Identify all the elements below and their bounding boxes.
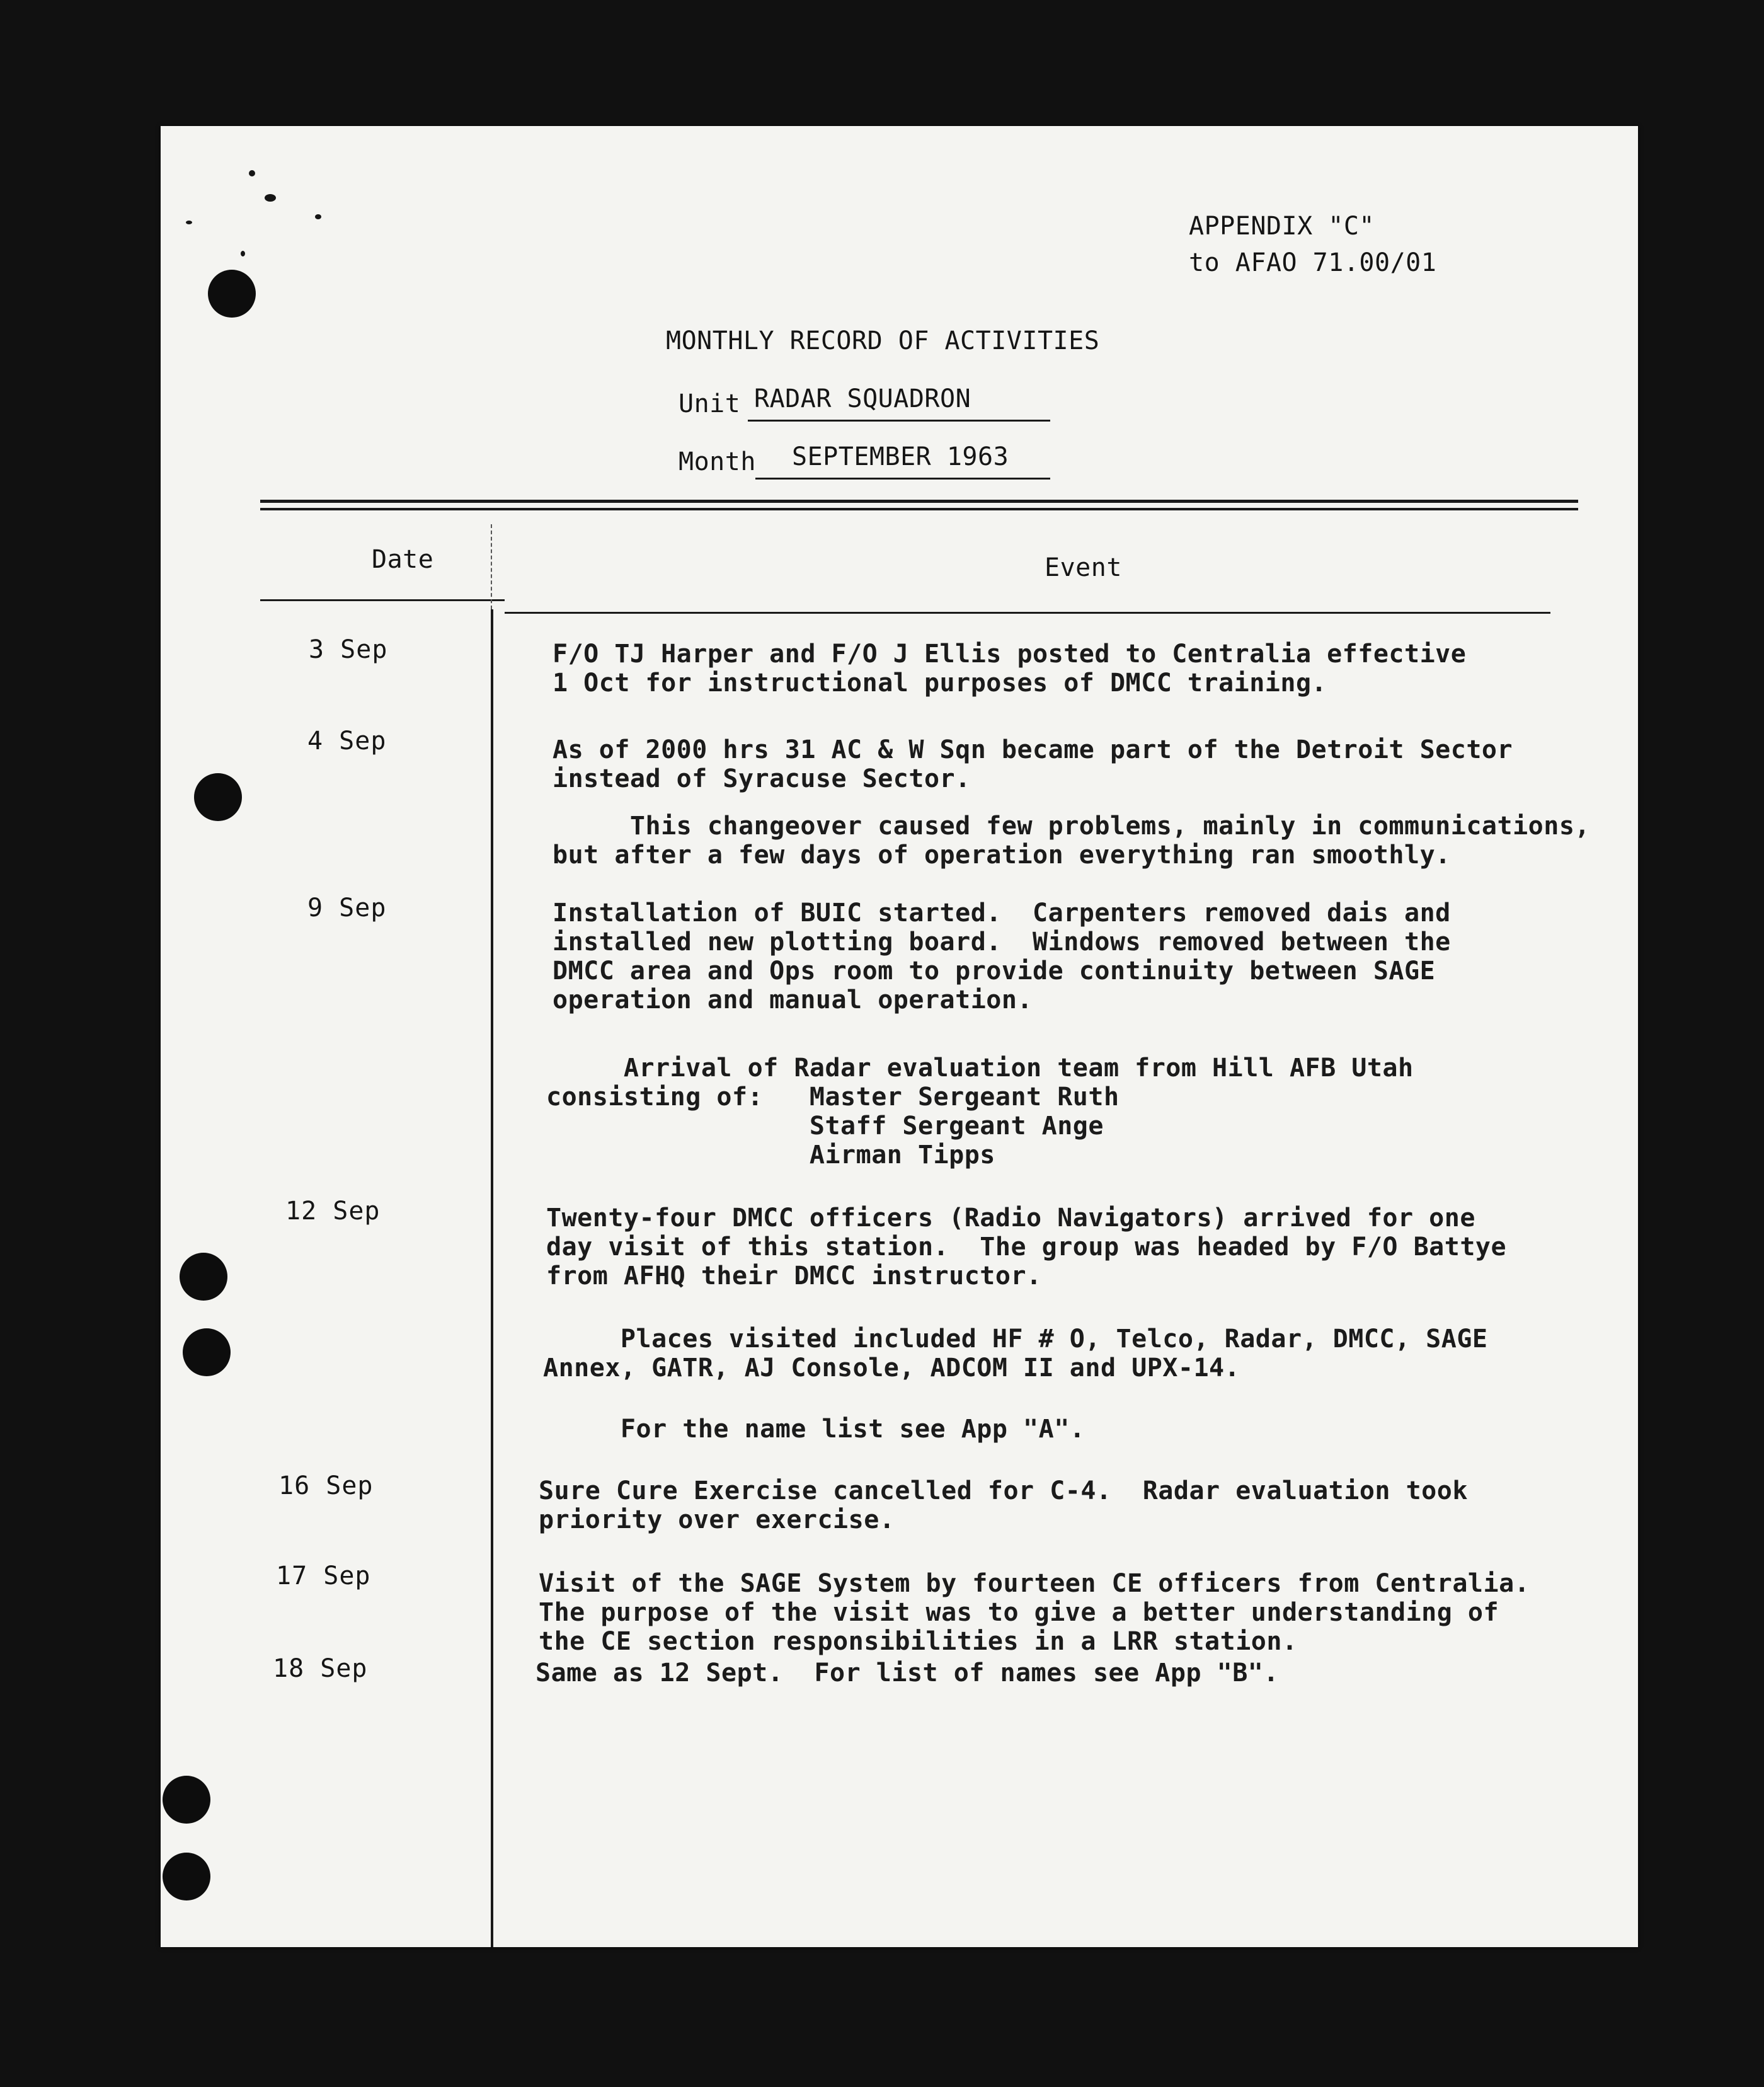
event-line: Airman Tipps <box>546 1141 995 1170</box>
ink-speck <box>186 221 192 224</box>
event-line: operation and manual operation. <box>553 986 1033 1015</box>
entry-event-text <box>553 735 1513 793</box>
punch-hole <box>163 1853 210 1900</box>
punch-hole <box>194 773 242 821</box>
month-label: Month <box>679 447 756 476</box>
event-line: Twenty-four DMCC officers (Radio Navigators) arrived for one <box>546 1204 1475 1233</box>
header-rule-bottom <box>260 508 1578 510</box>
entry-date: 17 Sep <box>276 1561 371 1590</box>
event-line: consisting of: Master Sergeant Ruth <box>546 1083 1120 1112</box>
unit-label: Unit <box>679 389 741 418</box>
punch-hole <box>208 270 256 318</box>
event-line: Installation of BUIC started. Carpenters removed dais and <box>553 899 1451 928</box>
entry-date: 18 Sep <box>273 1654 368 1683</box>
appendix-line-2: to AFAO 71.00/01 <box>1189 248 1437 277</box>
column-divider <box>491 609 493 1947</box>
event-line: As of 2000 hrs 31 AC & W Sqn became part of the Detroit Sector <box>553 735 1513 764</box>
event-line: installed new plotting board. Windows removed between the <box>553 928 1451 957</box>
event-line: from AFHQ their DMCC instructor. <box>546 1262 1042 1291</box>
entry-date: 3 Sep <box>309 635 388 664</box>
event-line: but after a few days of operation everything ran smoothly. <box>553 841 1451 870</box>
event-line: 1 Oct for instructional purposes of DMCC training. <box>553 669 1327 698</box>
entry-date: 9 Sep <box>307 894 387 923</box>
entry-event-paragraph <box>543 1415 1085 1444</box>
event-line: Places visited included HF # O, Telco, Radar, DMCC, SAGE <box>543 1325 1488 1354</box>
appendix-reference <box>1189 208 1436 281</box>
event-line: DMCC area and Ops room to provide continuity between SAGE <box>553 957 1436 986</box>
ink-speck <box>315 214 321 219</box>
punch-hole <box>163 1776 210 1824</box>
month-underline <box>755 478 1050 480</box>
document-page <box>161 126 1638 1947</box>
unit-field <box>679 384 1120 427</box>
entry-event-text <box>553 640 1466 698</box>
entry-event-text <box>539 1476 1468 1534</box>
event-line: The purpose of the visit was to give a better understanding of <box>539 1598 1499 1627</box>
entry-event-paragraph <box>546 1054 1414 1170</box>
event-line: Same as 12 Sept. For list of names see App "B". <box>536 1659 1279 1687</box>
entry-event-text <box>546 1204 1506 1291</box>
month-value: SEPTEMBER 1963 <box>792 442 1009 471</box>
event-line: F/O TJ Harper and F/O J Ellis posted to Centralia effective <box>553 640 1467 669</box>
column-header-event: Event <box>1045 553 1122 582</box>
ink-speck <box>241 251 245 256</box>
punch-hole <box>183 1328 231 1376</box>
header-rule-top <box>260 500 1578 503</box>
event-line: Visit of the SAGE System by fourteen CE officers from Centralia. <box>539 1569 1530 1598</box>
entry-event-paragraph <box>543 1325 1488 1383</box>
event-line: Staff Sergeant Ange <box>546 1112 1104 1141</box>
punch-hole <box>180 1253 227 1301</box>
event-line: Annex, GATR, AJ Console, ADCOM II and UPX-14. <box>543 1354 1240 1383</box>
entry-date: 4 Sep <box>307 727 387 756</box>
document-title: MONTHLY RECORD OF ACTIVITIES <box>666 326 1100 355</box>
event-line: instead of Syracuse Sector. <box>553 764 971 793</box>
appendix-line-1: APPENDIX "C" <box>1189 212 1375 241</box>
month-field <box>679 442 1120 485</box>
column-divider-dashed <box>491 524 493 609</box>
entry-event-paragraph <box>553 812 1590 870</box>
event-line: For the name list see App "A". <box>543 1415 1085 1444</box>
entry-event-text <box>536 1659 1279 1687</box>
event-line: This changeover caused few problems, mainly in communications, <box>553 812 1590 841</box>
entry-date: 16 Sep <box>278 1471 374 1500</box>
entry-event-text <box>539 1569 1530 1656</box>
unit-value: RADAR SQUADRON <box>754 384 971 413</box>
date-header-underline <box>260 599 505 601</box>
ink-speck <box>265 194 276 202</box>
event-line: Arrival of Radar evaluation team from Hill AFB Utah <box>546 1054 1414 1083</box>
event-line: Sure Cure Exercise cancelled for C-4. Radar evaluation took <box>539 1476 1468 1505</box>
entry-event-text <box>553 899 1451 1015</box>
event-line: day visit of this station. The group was headed by F/O Battye <box>546 1233 1507 1262</box>
event-header-underline <box>505 612 1550 614</box>
column-header-date: Date <box>372 545 434 574</box>
ink-speck <box>249 170 255 176</box>
entry-date: 12 Sep <box>285 1197 381 1226</box>
event-line: the CE section responsibilities in a LRR station. <box>539 1627 1298 1656</box>
event-line: priority over exercise. <box>539 1505 895 1534</box>
unit-underline <box>748 420 1050 422</box>
